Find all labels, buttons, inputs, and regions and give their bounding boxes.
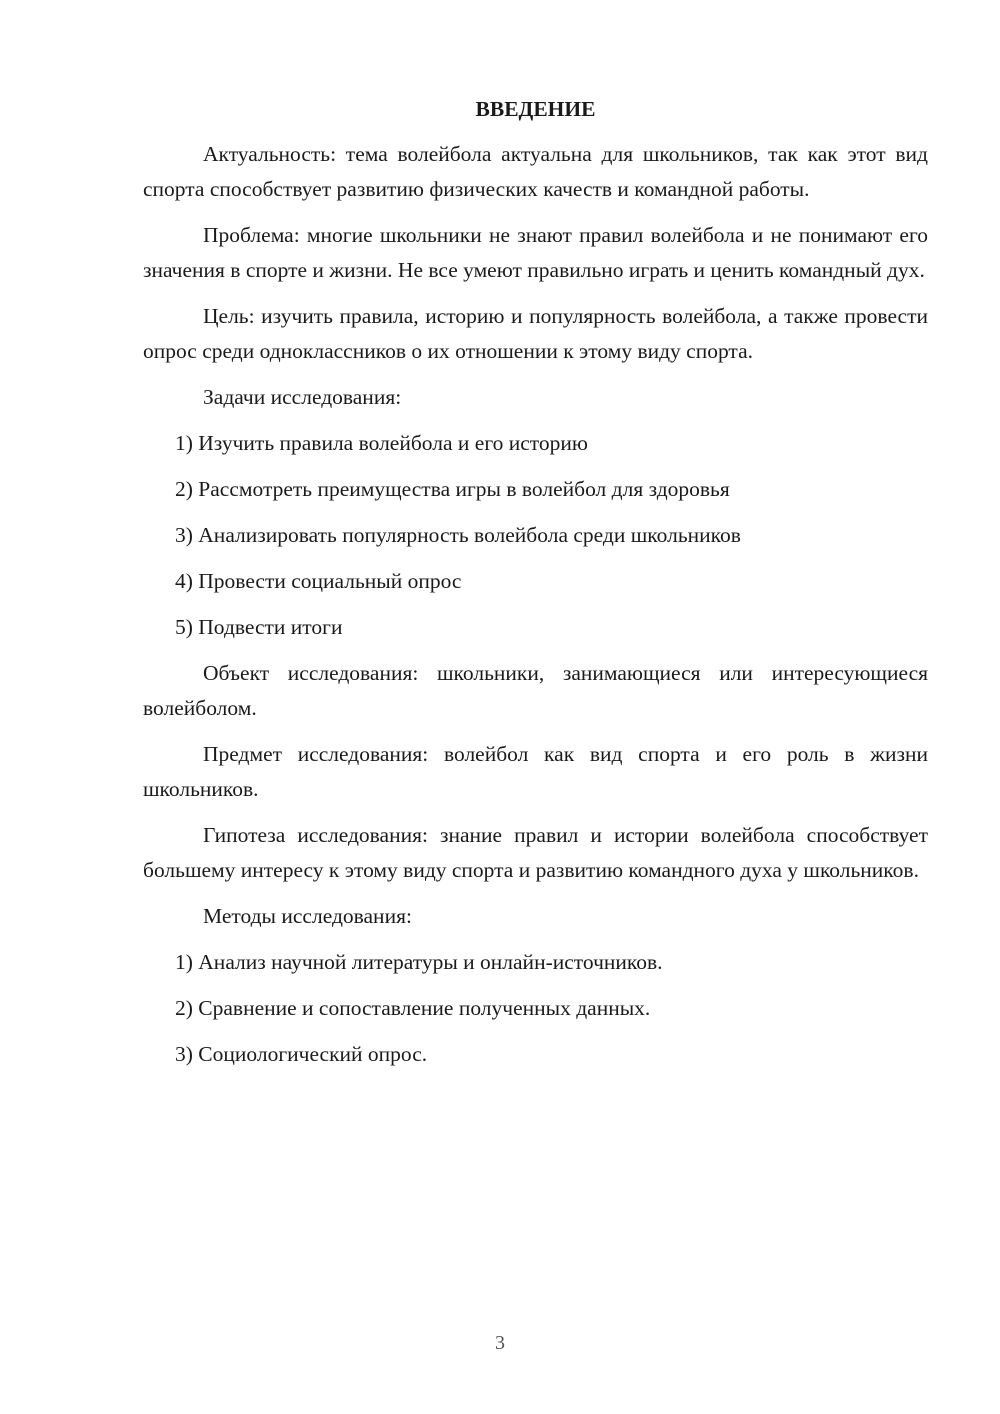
problem-paragraph: Проблема: многие школьники не знают правил волейбола и не понимают его значения в спорте и жизни. Не все умеют правильно играть и ценить командный дух. xyxy=(143,223,928,282)
task-item: 3) Анализировать популярность волейбола среди школьников xyxy=(175,523,741,547)
task-item: 4) Провести социальный опрос xyxy=(175,569,462,593)
hypothesis-paragraph: Гипотеза исследования: знание правил и истории волейбола способствует большему интересу к этому виду спорта и развитию командного духа у школьников. xyxy=(143,823,928,882)
section-title: ВВЕДЕНИЕ xyxy=(475,97,596,121)
method-item: 3) Социологический опрос. xyxy=(175,1042,428,1066)
task-item: 5) Подвести итоги xyxy=(175,615,343,639)
methods-heading: Методы исследования: xyxy=(203,904,412,928)
page-number: 3 xyxy=(495,1332,505,1354)
subject-paragraph: Предмет исследования: волейбол как вид спорта и его роль в жизни школьников. xyxy=(143,742,928,801)
task-item: 2) Рассмотреть преимущества игры в волейбол для здоровья xyxy=(175,477,730,501)
tasks-heading: Задачи исследования: xyxy=(203,385,402,409)
object-paragraph: Объект исследования: школьники, занимающиеся или интересующиеся волейболом. xyxy=(143,661,928,720)
relevance-paragraph: Актуальность: тема волейбола актуальна для школьников, так как этот вид спорта способствует развитию физических качеств и командной работы. xyxy=(143,142,928,201)
document-page xyxy=(143,92,928,1083)
method-item: 1) Анализ научной литературы и онлайн-источников. xyxy=(175,950,663,974)
method-item: 2) Сравнение и сопоставление полученных данных. xyxy=(175,996,651,1020)
task-item: 1) Изучить правила волейбола и его историю xyxy=(175,431,588,455)
goal-paragraph: Цель: изучить правила, историю и популярность волейбола, а также провести опрос среди одноклассников о их отношении к этому виду спорта. xyxy=(143,304,928,363)
